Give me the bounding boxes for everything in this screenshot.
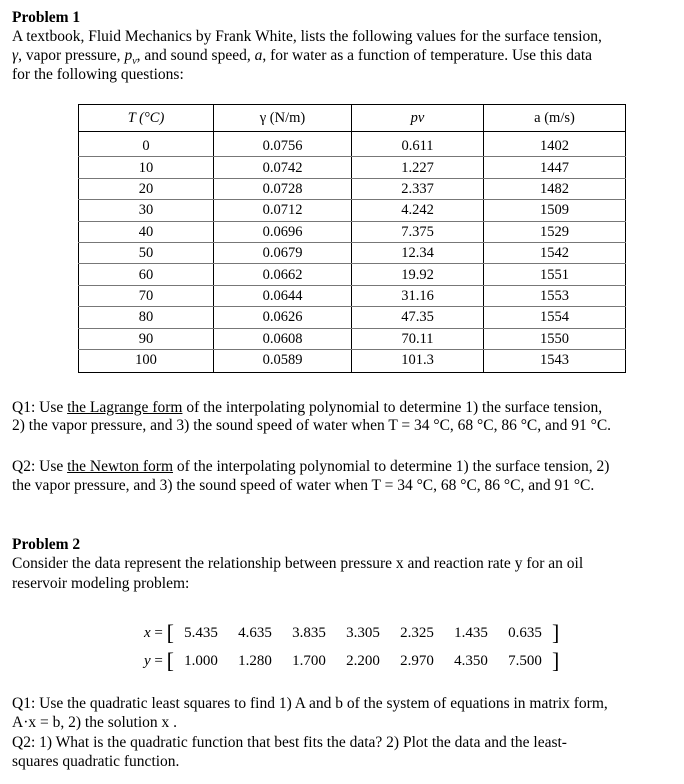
- cell-vapor-pressure: 2.337: [352, 178, 484, 199]
- problem2-q1-line1: Q1: Use the quadratic least squares to find 1) A and b of the system of equations in matrix form,: [12, 695, 608, 712]
- intro-text: , and sound speed,: [136, 47, 255, 64]
- cell-sound-speed: 1447: [484, 157, 626, 178]
- cell-sound-speed: 1529: [484, 221, 626, 242]
- x-value: 1.435: [454, 625, 488, 641]
- cell-surface-tension: 0.0742: [214, 157, 352, 178]
- x-value: 0.635: [508, 625, 542, 641]
- table-row: [79, 157, 626, 178]
- problem2-title: Problem 2: [12, 536, 81, 553]
- table-row: [79, 132, 626, 157]
- y-value: 1.280: [238, 653, 272, 669]
- cell-vapor-pressure: 0.611: [352, 132, 484, 157]
- cell-temperature: 30: [79, 200, 214, 221]
- problem2-q1-line2: A·x = b, 2) the solution x .: [12, 714, 178, 731]
- pv-symbol: $p_v$: [124, 47, 137, 68]
- problem1-q1-line2: 2) the vapor pressure, and 3) the sound speed of water when T = 34 °C, 68 °C, 86 °C, and 91 °C.: [12, 417, 612, 434]
- cell-surface-tension: 0.0644: [214, 285, 352, 306]
- table-row: [79, 307, 626, 328]
- x-vector: x = [ 5.435 4.635 3.835 3.305 2.325 1.435 0.635 ]: [144, 620, 560, 645]
- x-value: 3.305: [346, 625, 380, 641]
- cell-temperature: 60: [79, 264, 214, 285]
- table-header-row: [79, 105, 626, 132]
- x-value: 5.435: [184, 625, 218, 641]
- table-row: [79, 349, 626, 372]
- cell-vapor-pressure: 1.227: [352, 157, 484, 178]
- x-vector-name: x: [144, 625, 151, 641]
- q2-text: of the interpolating polynomial to determine 1) the surface tension, 2): [173, 458, 610, 475]
- cell-sound-speed: 1554: [484, 307, 626, 328]
- cell-temperature: 100: [79, 349, 214, 372]
- lagrange-form-link: the Lagrange form: [67, 399, 183, 416]
- table-row: [79, 328, 626, 349]
- y-vector-name: y: [144, 653, 151, 669]
- header-temperature: T (°C): [79, 105, 214, 132]
- table-row: [79, 221, 626, 242]
- header-surface-tension: γ (N/m): [214, 105, 352, 132]
- cell-vapor-pressure: 70.11: [352, 328, 484, 349]
- water-properties-table: [78, 104, 626, 373]
- problem1-intro-line3: for the following questions:: [12, 66, 184, 83]
- q1-text: of the interpolating polynomial to determine 1) the surface tension,: [182, 399, 603, 416]
- newton-form-link: the Newton form: [67, 458, 173, 475]
- x-value: 3.835: [292, 625, 326, 641]
- table-row: [79, 285, 626, 306]
- problem2-q2-line1: Q2: 1) What is the quadratic function that best fits the data? 2) Plot the data and the least-: [12, 734, 567, 751]
- cell-sound-speed: 1542: [484, 242, 626, 263]
- gamma-symbol: γ: [12, 47, 19, 64]
- cell-temperature: 70: [79, 285, 214, 306]
- problem1-q1-line1: [12, 399, 602, 417]
- cell-vapor-pressure: 7.375: [352, 221, 484, 242]
- cell-vapor-pressure: 47.35: [352, 307, 484, 328]
- cell-surface-tension: 0.0696: [214, 221, 352, 242]
- y-value: 4.350: [454, 653, 488, 669]
- cell-vapor-pressure: 4.242: [352, 200, 484, 221]
- problem2-intro-line1: Consider the data represent the relationship between pressure x and reaction rate y for an oil: [12, 555, 584, 572]
- intro-text: , for water as a function of temperature. Use this data: [262, 47, 593, 64]
- q2-text: Q2: Use: [12, 458, 68, 475]
- cell-temperature: 80: [79, 307, 214, 328]
- x-value: 4.635: [238, 625, 272, 641]
- cell-temperature: 20: [79, 178, 214, 199]
- cell-surface-tension: 0.0589: [214, 349, 352, 372]
- y-value: 2.970: [400, 653, 434, 669]
- cell-temperature: 0: [79, 132, 214, 157]
- cell-surface-tension: 0.0662: [214, 264, 352, 285]
- cell-surface-tension: 0.0712: [214, 200, 352, 221]
- table-row: [79, 200, 626, 221]
- x-value: 2.325: [400, 625, 434, 641]
- cell-surface-tension: 0.0626: [214, 307, 352, 328]
- cell-vapor-pressure: 12.34: [352, 242, 484, 263]
- problem1-intro-line1: A textbook, Fluid Mechanics by Frank White, lists the following values for the surface tension,: [12, 28, 602, 45]
- cell-surface-tension: 0.0756: [214, 132, 352, 157]
- intro-text: , vapor pressure,: [18, 47, 125, 64]
- problem2-intro-line2: reservoir modeling problem:: [12, 575, 190, 592]
- cell-sound-speed: 1509: [484, 200, 626, 221]
- table-row: [79, 264, 626, 285]
- cell-surface-tension: 0.0608: [214, 328, 352, 349]
- problem1-q2-line1: [12, 458, 609, 476]
- problem1-title: Problem 1: [12, 9, 81, 26]
- table-row: [79, 178, 626, 199]
- cell-sound-speed: 1550: [484, 328, 626, 349]
- table-row: [79, 242, 626, 263]
- y-value: 2.200: [346, 653, 380, 669]
- cell-sound-speed: 1482: [484, 178, 626, 199]
- y-value: 7.500: [508, 653, 542, 669]
- problem2-q2-line2: squares quadratic function.: [12, 753, 180, 770]
- cell-temperature: 50: [79, 242, 214, 263]
- cell-vapor-pressure: 101.3: [352, 349, 484, 372]
- header-sound-speed: a (m/s): [484, 105, 626, 132]
- cell-vapor-pressure: 31.16: [352, 285, 484, 306]
- cell-temperature: 90: [79, 328, 214, 349]
- cell-vapor-pressure: 19.92: [352, 264, 484, 285]
- cell-surface-tension: 0.0728: [214, 178, 352, 199]
- problem1-q2-line2: the vapor pressure, and 3) the sound speed of water when T = 34 °C, 68 °C, 86 °C, and 91 °C.: [12, 477, 595, 494]
- a-symbol: a: [254, 47, 263, 64]
- q1-text: Q1: Use: [12, 399, 68, 416]
- cell-sound-speed: 1553: [484, 285, 626, 306]
- y-value: 1.700: [292, 653, 326, 669]
- y-vector: y = [ 1.000 1.280 1.700 2.200 2.970 4.350 7.500 ]: [144, 648, 560, 673]
- y-value: 1.000: [184, 653, 218, 669]
- header-vapor-pressure: pv: [352, 105, 484, 132]
- cell-temperature: 10: [79, 157, 214, 178]
- cell-surface-tension: 0.0679: [214, 242, 352, 263]
- cell-sound-speed: 1543: [484, 349, 626, 372]
- cell-sound-speed: 1551: [484, 264, 626, 285]
- cell-sound-speed: 1402: [484, 132, 626, 157]
- cell-temperature: 40: [79, 221, 214, 242]
